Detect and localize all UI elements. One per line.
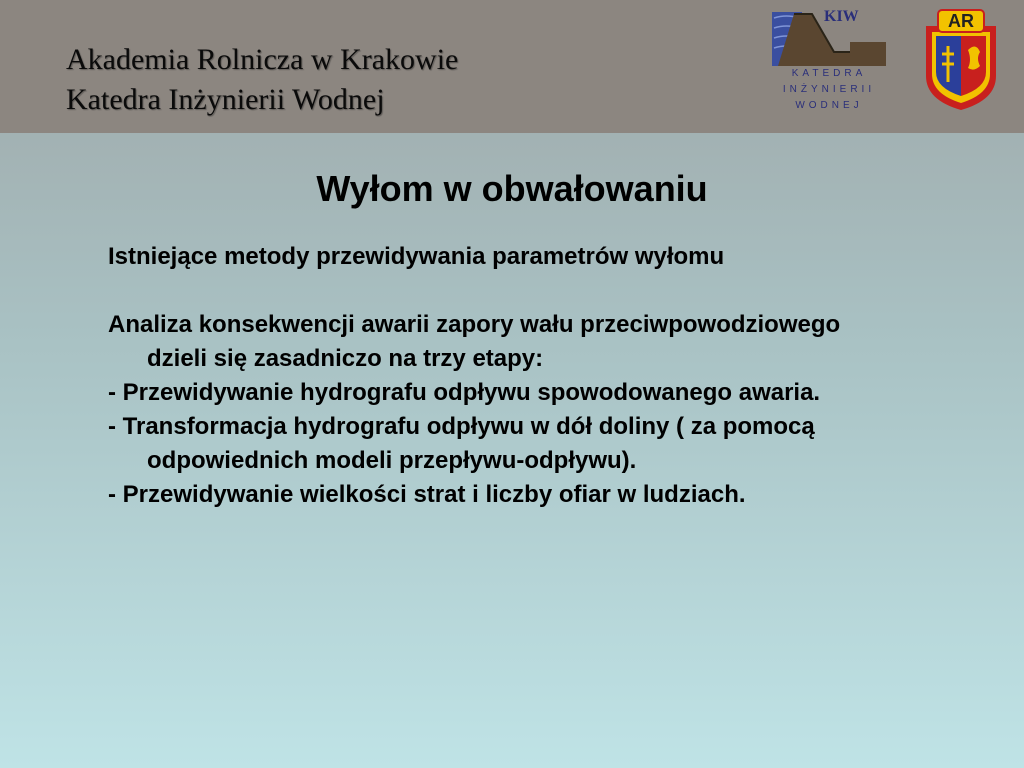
kiw-line-2: INŻYNIERII: [782, 84, 876, 95]
list-item-2-continuation: odpowiednich modeli przepływu-odpływu).: [147, 447, 637, 474]
list-item-2: - Transformacja hydrografu odpływu w dół doliny ( za pomocą: [108, 413, 815, 440]
university-shield-icon: [920, 6, 1002, 112]
institution-name: [66, 40, 458, 120]
kiw-abbrev: KIW: [824, 8, 859, 25]
kiw-line-3: WODNEJ: [795, 100, 863, 111]
kiw-logo: [772, 8, 886, 116]
list-item-1: - Przewidywanie hydrografu odpływu spowodowanego awaria.: [108, 379, 821, 406]
ar-logo: [920, 6, 1002, 112]
intro-line-1: Analiza konsekwencji awarii zapory wału przeciwpowodziowego: [108, 311, 841, 338]
intro-line-2: dzieli się zasadniczo na trzy etapy:: [147, 345, 544, 372]
institution-line-1: Akademia Rolnicza w Krakowie: [66, 43, 459, 76]
ar-abbrev: AR: [948, 11, 974, 31]
slide-content: [108, 240, 998, 512]
list-item-3: - Przewidywanie wielkości strat i liczby ofiar w ludziach.: [108, 481, 746, 508]
slide-title: Wyłom w obwałowaniu: [316, 168, 708, 209]
kiw-line-1: KATEDRA: [791, 68, 867, 79]
subtitle: Istniejące metody przewidywania parametrów wyłomu: [108, 243, 725, 270]
header-bar: [0, 0, 1024, 133]
institution-line-2: Katedra Inżynierii Wodnej: [66, 83, 385, 116]
spacer: [108, 274, 998, 308]
